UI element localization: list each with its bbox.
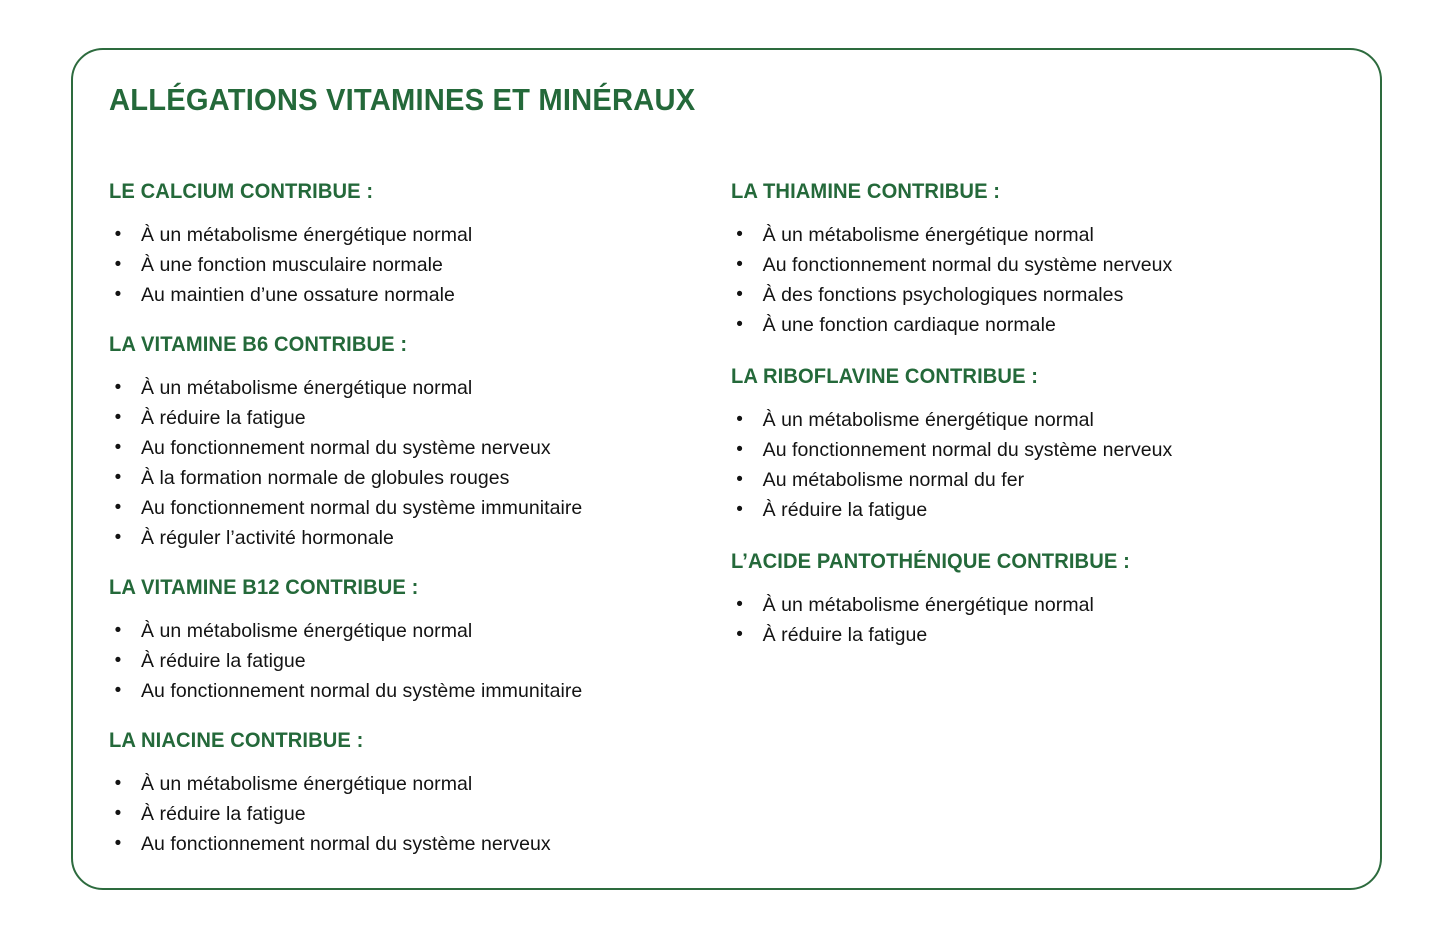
claim-item: [731, 495, 1352, 525]
bullet-icon: •: [114, 254, 122, 275]
bullet-icon: •: [736, 314, 743, 335]
claim-item: [109, 676, 721, 706]
claim-item: [731, 465, 1352, 495]
claim-text: À réduire la fatigue: [762, 499, 928, 521]
claims-list: [109, 373, 721, 553]
bullet-icon: •: [736, 594, 743, 615]
claims-section-le-calcium-contribue: [109, 180, 721, 310]
claims-section-la-vitamine-b6-contribue: [109, 333, 721, 553]
bullet-icon: •: [114, 650, 122, 671]
claim-text: À un métabolisme énergétique normal: [762, 594, 1094, 616]
bullet-icon: •: [114, 773, 122, 794]
claims-list: [731, 405, 1352, 525]
claim-item: [109, 523, 721, 553]
claim-text: Au fonctionnement normal du système immunitaire: [141, 680, 583, 702]
claim-item: [109, 433, 721, 463]
claim-item: [109, 616, 721, 646]
bullet-icon: •: [114, 407, 122, 428]
claim-text: À un métabolisme énergétique normal: [141, 773, 473, 795]
claim-item: [109, 769, 721, 799]
claim-item: [109, 373, 721, 403]
claims-card: [71, 48, 1382, 890]
claim-text: Au fonctionnement normal du système nerveux: [141, 833, 551, 855]
claim-text: À réguler l’activité hormonale: [141, 527, 394, 549]
bullet-icon: •: [736, 284, 743, 305]
claims-list: [109, 769, 721, 859]
claims-columns: [109, 180, 1352, 882]
claim-text: Au fonctionnement normal du système nerveux: [762, 439, 1173, 461]
claim-text: Au fonctionnement normal du système immunitaire: [141, 497, 583, 519]
claim-text: À un métabolisme énergétique normal: [762, 224, 1094, 246]
claim-text: À réduire la fatigue: [141, 650, 306, 672]
claim-text: À une fonction musculaire normale: [141, 254, 443, 276]
bullet-icon: •: [736, 499, 743, 520]
bullet-icon: •: [114, 497, 122, 518]
claims-list: [731, 590, 1352, 650]
section-heading: LA VITAMINE B6 CONTRIBUE :: [109, 333, 408, 356]
claim-text: Au fonctionnement normal du système nerveux: [141, 437, 551, 459]
claim-item: [731, 250, 1352, 280]
card-content: [109, 80, 1352, 868]
claim-text: Au maintien d’une ossature normale: [141, 284, 455, 306]
claim-text: À un métabolisme énergétique normal: [141, 620, 473, 642]
claim-text: À réduire la fatigue: [762, 624, 928, 646]
claim-item: [109, 493, 721, 523]
bullet-icon: •: [114, 377, 122, 398]
claims-column-left: [109, 180, 731, 882]
bullet-icon: •: [736, 409, 743, 430]
claims-list: [731, 220, 1352, 340]
claim-item: [731, 310, 1352, 340]
claim-item: [109, 220, 721, 250]
claims-list: [109, 616, 721, 706]
section-heading: LE CALCIUM CONTRIBUE :: [109, 180, 374, 203]
claim-item: [731, 590, 1352, 620]
claim-item: [731, 435, 1352, 465]
claim-item: [109, 463, 721, 493]
bullet-icon: •: [114, 803, 122, 824]
bullet-icon: •: [114, 284, 122, 305]
bullet-icon: •: [736, 254, 743, 275]
claim-item: [109, 250, 721, 280]
claims-section-la-niacine-contribue: [109, 729, 721, 859]
claim-text: Au fonctionnement normal du système nerveux: [762, 254, 1173, 276]
claims-section-l-acide-pantothenique-contribue: [731, 550, 1352, 650]
section-heading: L’ACIDE PANTOTHÉNIQUE CONTRIBUE :: [730, 550, 1130, 573]
bullet-icon: •: [114, 224, 122, 245]
bullet-icon: •: [736, 224, 743, 245]
claims-list: [109, 220, 721, 310]
claim-text: À une fonction cardiaque normale: [762, 314, 1056, 336]
claim-item: [731, 220, 1352, 250]
claim-item: [109, 799, 721, 829]
claim-text: À des fonctions psychologiques normales: [762, 284, 1124, 306]
claim-text: À réduire la fatigue: [141, 803, 306, 825]
bullet-icon: •: [114, 527, 122, 548]
claim-item: [109, 646, 721, 676]
bullet-icon: •: [114, 620, 122, 641]
claims-section-la-vitamine-b12-contribue: [109, 576, 721, 706]
claim-text: À réduire la fatigue: [141, 407, 306, 429]
claim-item: [731, 620, 1352, 650]
claim-item: [109, 403, 721, 433]
claim-item: [109, 829, 721, 859]
claims-column-right: [731, 180, 1352, 675]
claim-text: À un métabolisme énergétique normal: [141, 377, 473, 399]
claim-text: Au métabolisme normal du fer: [762, 469, 1025, 491]
bullet-icon: •: [736, 624, 743, 645]
claim-text: À un métabolisme énergétique normal: [762, 409, 1094, 431]
claims-section-la-thiamine-contribue: [731, 180, 1352, 340]
bullet-icon: •: [736, 469, 743, 490]
bullet-icon: •: [114, 467, 122, 488]
page-title: ALLÉGATIONS VITAMINES ET MINÉRAUX: [109, 82, 696, 117]
section-heading: LA NIACINE CONTRIBUE :: [109, 729, 364, 752]
section-heading: LA RIBOFLAVINE CONTRIBUE :: [730, 365, 1038, 388]
claim-item: [731, 405, 1352, 435]
claim-item: [109, 280, 721, 310]
bullet-icon: •: [114, 437, 122, 458]
bullet-icon: •: [114, 833, 122, 854]
claim-text: À un métabolisme énergétique normal: [141, 224, 473, 246]
section-heading: LA VITAMINE B12 CONTRIBUE :: [109, 576, 419, 599]
claim-text: À la formation normale de globules rouges: [141, 467, 510, 489]
claims-section-la-riboflavine-contribue: [731, 365, 1352, 525]
section-heading: LA THIAMINE CONTRIBUE :: [730, 180, 1000, 203]
bullet-icon: •: [736, 439, 743, 460]
claim-item: [731, 280, 1352, 310]
bullet-icon: •: [114, 680, 122, 701]
